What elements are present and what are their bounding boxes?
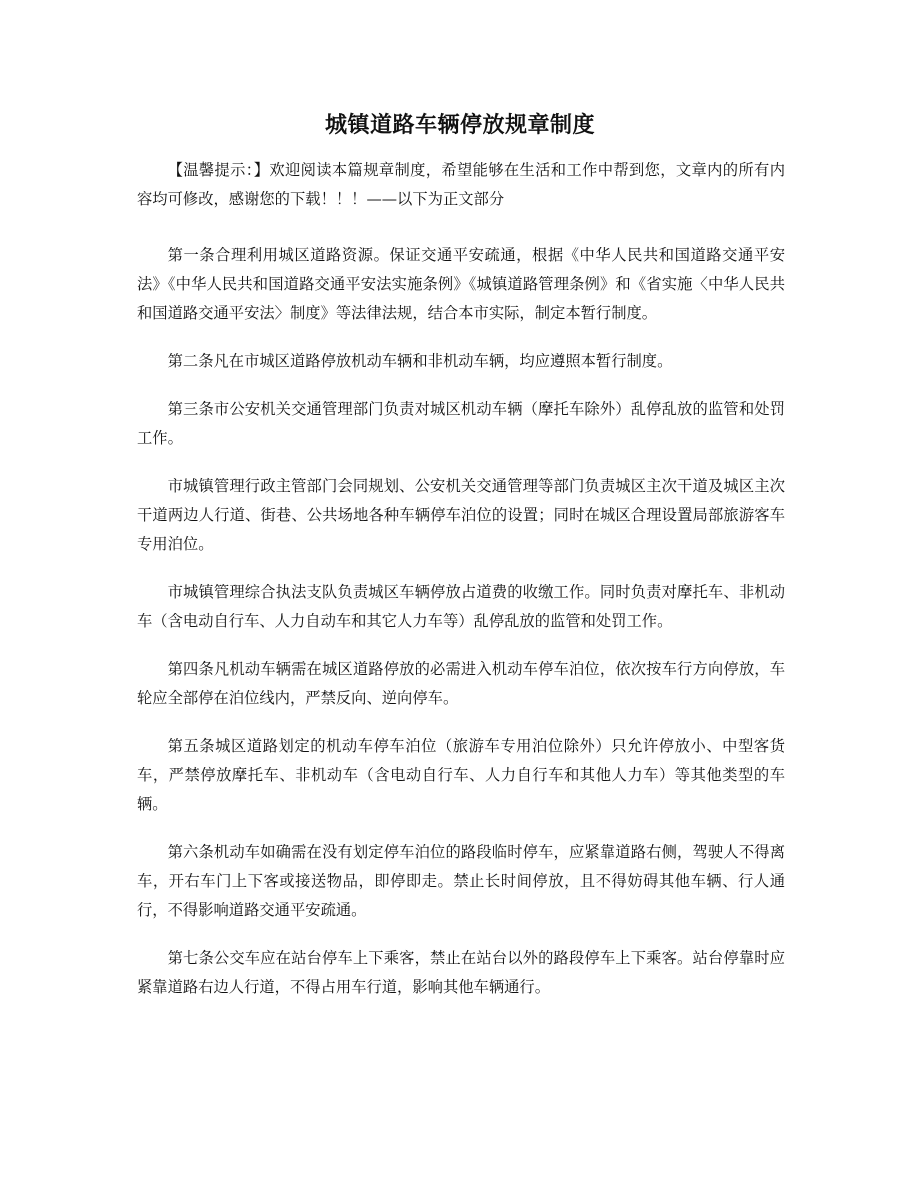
article-4-paragraph: 第四条凡机动车辆需在城区道路停放的必需进入机动车停车泊位，依次按车行方向停放，车轮应全部停在泊位线内，严禁反向、逆向停车。: [137, 660, 785, 707]
article-7-paragraph: 第七条公交车应在站台停车上下乘客，禁止在站台以外的路段停车上下乘客。站台停靠时应紧靠道路右边人行道，不得占用车行道，影响其他车辆通行。: [137, 949, 785, 996]
article-3-urban-management-paragraph: 市城镇管理行政主管部门会同规划、公安机关交通管理等部门负责城区主次干道及城区主次干道两边人行道、街巷、公共场地各种车辆停车泊位的设置；同时在城区合理设置局部旅游客车专用泊位。: [137, 477, 785, 553]
article-2-paragraph: 第二条凡在市城区道路停放机动车辆和非机动车辆，均应遵照本暂行制度。: [167, 352, 673, 370]
document-body: [137, 156, 785, 1021]
article-1-paragraph: 第一条合理利用城区道路资源。保证交通平安疏通，根据《中华人民共和国道路交通平安法》《中华人民共和国道路交通平安法实施条例》《城镇道路管理条例》和《省实施〈中华人民共和国道路交通平安法〉制度》等法律法规，结合本市实际，制定本暂行制度。: [137, 246, 785, 322]
intro-paragraph: 【温馨提示：】欢迎阅读本篇规章制度，希望能够在生活和工作中帮到您，文章内的所有内容均可修改，感谢您的下载！！！——以下为正文部分: [137, 161, 785, 208]
article-3-enforcement-paragraph: 市城镇管理综合执法支队负责城区车辆停放占道费的收缴工作。同时负责对摩托车、非机动车（含电动自行车、人力自动车和其它人力车等）乱停乱放的监管和处罚工作。: [137, 583, 785, 630]
article-6-paragraph: 第六条机动车如确需在没有划定停车泊位的路段临时停车，应紧靠道路右侧，驾驶人不得离车，开右车门上下客或接送物品，即停即走。禁止长时间停放，且不得妨碍其他车辆、行人通行，不得影响道路交通平安疏通。: [137, 843, 785, 919]
article-5-paragraph: 第五条城区道路划定的机动车停车泊位（旅游车专用泊位除外）只允许停放小、中型客货车，严禁停放摩托车、非机动车（含电动自行车、人力自行车和其他人力车）等其他类型的车辆。: [137, 737, 785, 813]
article-3-paragraph: 第三条市公安机关交通管理部门负责对城区机动车辆（摩托车除外）乱停乱放的监管和处罚工作。: [137, 400, 785, 447]
document-title: 城镇道路车辆停放规章制度: [324, 112, 595, 138]
